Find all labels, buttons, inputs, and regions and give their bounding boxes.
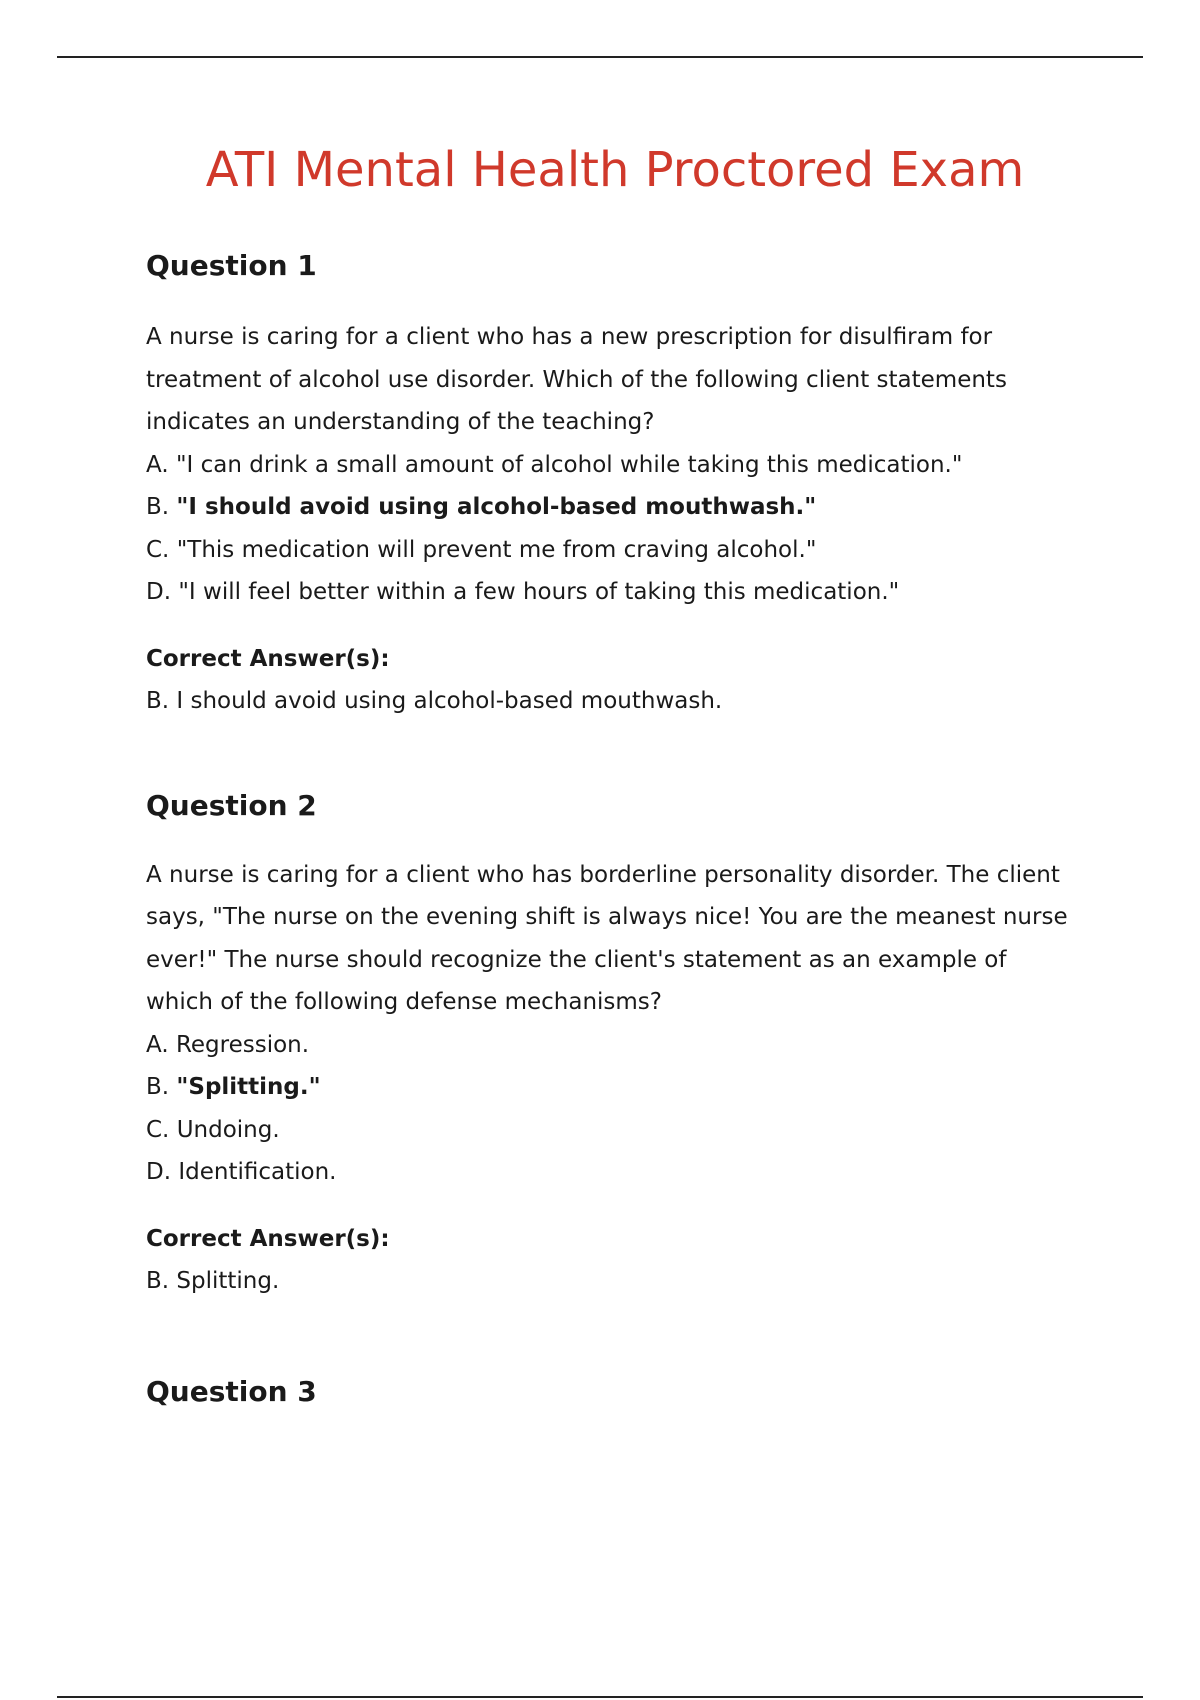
document-title: ATI Mental Health Proctored Exam <box>205 142 1025 198</box>
answer-options <box>146 1024 1076 1194</box>
option-a <box>146 444 1076 487</box>
question-text: A nurse is caring for a client who has a new prescription for disulfiram for treatment of alcohol use disorder. Which of the following client statements indicates an understanding of the teaching? <box>146 324 1007 435</box>
option-letter: C. <box>146 536 170 563</box>
answer-options <box>146 444 1076 614</box>
option-letter: A. <box>146 1031 169 1058</box>
bottom-rule <box>57 1696 1143 1698</box>
correct-answer-text: B. I should avoid using alcohol-based mouthwash. <box>146 687 723 714</box>
correct-answer-text: B. Splitting. <box>146 1267 280 1294</box>
question-1 <box>146 248 1076 722</box>
option-b <box>146 486 1076 529</box>
option-a <box>146 1024 1076 1067</box>
option-letter: B. <box>146 494 170 520</box>
option-d <box>146 571 1076 614</box>
option-letter: B. <box>146 1074 170 1100</box>
top-rule <box>57 56 1143 58</box>
option-c <box>146 1109 1076 1152</box>
option-c <box>146 529 1076 572</box>
option-letter: D. <box>146 1159 172 1185</box>
option-text: "I can drink a small amount of alcohol while taking this medication." <box>175 451 963 478</box>
correct-answer-label: Correct Answer(s): <box>146 1225 390 1252</box>
question-3 <box>146 1374 1076 1410</box>
option-text-correct: "Splitting." <box>176 1074 321 1100</box>
option-text: Identification. <box>178 1159 337 1185</box>
option-letter: C. <box>146 1116 170 1143</box>
question-heading: Question 2 <box>146 788 317 822</box>
option-d <box>146 1151 1076 1194</box>
option-b <box>146 1066 1076 1109</box>
option-text: "This medication will prevent me from craving alcohol." <box>176 536 817 563</box>
option-text: Regression. <box>175 1031 310 1058</box>
page-content <box>146 140 1076 1410</box>
option-text-correct: "I should avoid using alcohol-based mouthwash." <box>176 494 817 520</box>
question-text: A nurse is caring for a client who has borderline personality disorder. The client says, "The nurse on the evening shift is always nice! You are the meanest nurse ever!" The nurse should recognize the client's statement as an example of which of the following defense mechanisms? <box>146 861 1068 1015</box>
option-text: "I will feel better within a few hours of taking this medication." <box>178 579 900 605</box>
question-heading: Question 3 <box>146 1374 317 1408</box>
option-text: Undoing. <box>176 1116 280 1143</box>
question-heading: Question 1 <box>146 249 317 282</box>
question-2 <box>146 788 1076 1302</box>
correct-answer-label: Correct Answer(s): <box>146 645 390 672</box>
option-letter: A. <box>146 451 169 478</box>
option-letter: D. <box>146 579 172 605</box>
